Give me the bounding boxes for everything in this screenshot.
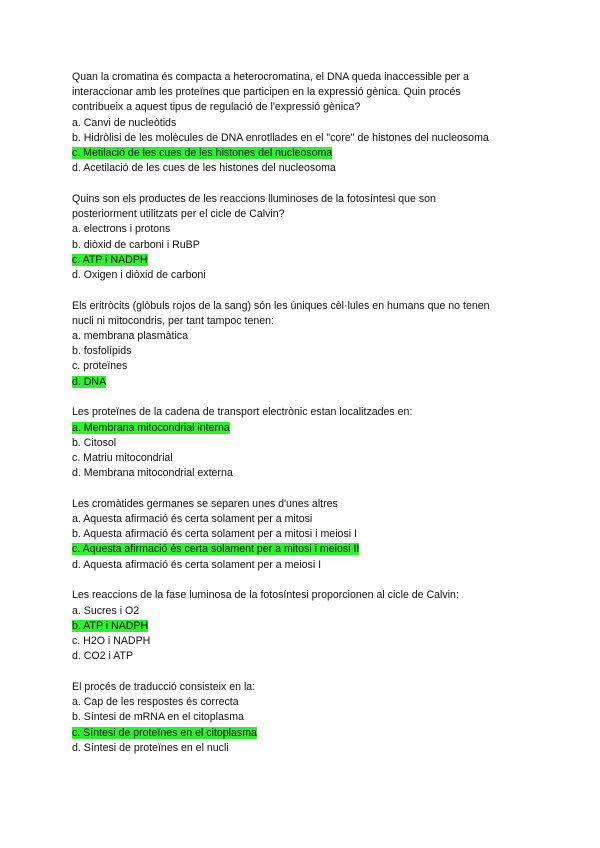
- answer-option: [72, 359, 542, 374]
- answer-option: [72, 451, 542, 466]
- answer-option-text: b. fosfolípids: [72, 345, 132, 358]
- answer-option-text: b. Hidròlisi de les molècules de DNA enrotllades en el "core" de histones del nucleosoma: [72, 131, 489, 144]
- highlighted-answer-text: a. Membrana mitocondrial interna: [72, 421, 230, 434]
- question-stem-line: Les cromàtides germanes se separen unes d'unes altres: [72, 497, 338, 510]
- answer-option: [72, 436, 542, 451]
- answer-option: [72, 344, 542, 359]
- highlighted-answer-text: c. Metilació de les cues de les histones del nucleosoma: [72, 147, 333, 160]
- answer-option-correct: [72, 421, 542, 436]
- answer-option-text: c. H2O i NADPH: [72, 635, 151, 647]
- answer-option-text: a. Sucres i O2: [72, 604, 140, 617]
- answer-option: [72, 238, 542, 253]
- answer-option: [72, 604, 542, 619]
- answer-option-text: d. CO2 i ATP: [72, 650, 134, 663]
- answer-option: [72, 634, 542, 649]
- answer-option: [72, 268, 542, 283]
- answer-option-correct: [72, 253, 542, 268]
- question-block: [72, 70, 542, 176]
- question-stem-line: Els eritròcits (glòbuls rojos de la sang) són les úniques cèl·lules en humans que no tenen: [72, 299, 490, 312]
- question-stem-line: Quins son els productes de les reaccions lluminoses de la fotosíntesi que son: [72, 192, 436, 205]
- answer-option-text: c. proteïnes: [72, 360, 128, 373]
- highlighted-answer-text: c. Aquesta afirmació és certa solament per a mitosi i meiosi II: [72, 543, 360, 556]
- question-stem-line: interaccionar amb les proteïnes que participen en la expressió gènica. Quin procés: [72, 86, 461, 99]
- answer-option-text: b. Citosol: [72, 436, 117, 449]
- answer-option-correct: [72, 726, 542, 741]
- question-stem-line: Les proteïnes de la cadena de transport electrònic estan localitzades en:: [72, 406, 413, 419]
- highlighted-answer-text: c. ATP i NADPH: [72, 253, 148, 266]
- answer-option-text: a. Aquesta afirmació és certa solament per a mitosi: [72, 513, 313, 526]
- highlighted-answer-text: d. DNA: [72, 375, 107, 388]
- answer-option-text: b. Aquesta afirmació és certa solament per a mitosi i meiosi I: [72, 528, 357, 541]
- question-stem-line: contribueix a aquest tipus de regulació de l'expressió gènica?: [72, 101, 361, 114]
- highlighted-answer-text: c. Síntesi de proteïnes en el citoplasma: [72, 726, 257, 739]
- question-stem-line: Les reaccions de la fase luminosa de la fotosíntesi proporcionen al cicle de Calvin:: [72, 589, 459, 602]
- highlighted-answer-text: b. ATP i NADPH: [72, 619, 149, 632]
- question-list: [72, 70, 542, 771]
- answer-option-text: b. Síntesi de mRNA en el citoplasma: [72, 711, 244, 724]
- answer-option-correct: [72, 619, 542, 634]
- answer-option: [72, 512, 542, 527]
- question-block: [72, 588, 542, 664]
- question-stem-line: nucli ni mitocondris, per tant tampoc tenen:: [72, 314, 274, 327]
- answer-option-text: c. Matriu mitocondrial: [72, 451, 173, 464]
- answer-option: [72, 558, 542, 573]
- question-block: [72, 192, 542, 283]
- answer-option: [72, 741, 542, 756]
- answer-option: [72, 695, 542, 710]
- answer-option-text: d. Acetilació de les cues de les histones del nucleosoma: [72, 162, 336, 175]
- answer-option-text: a. electrons i protons: [72, 223, 171, 236]
- question-stem-line: Quan la cromatina és compacta a heterocromatina, el DNA queda inaccessible per a: [72, 71, 469, 83]
- question-block: [72, 497, 542, 573]
- answer-option-text: a. Canvi de nucleòtids: [72, 116, 177, 129]
- answer-option-correct: [72, 146, 542, 161]
- answer-option-text: d. Membrana mitocondrial externa: [72, 467, 233, 480]
- answer-option: [72, 116, 542, 131]
- answer-option-correct: [72, 375, 542, 390]
- answer-option-text: d. Oxigen i diòxid de carboni: [72, 268, 206, 281]
- question-block: [72, 299, 542, 390]
- answer-option-text: a. membrana plasmàtica: [72, 330, 188, 343]
- answer-option-text: a. Cap de les respostes és correcta: [72, 696, 239, 709]
- answer-option: [72, 131, 542, 146]
- answer-option-text: b. diòxid de carboni i RuBP: [72, 238, 200, 251]
- question-block: [72, 680, 542, 756]
- answer-option-correct: [72, 542, 542, 557]
- answer-option: [72, 466, 542, 481]
- question-stem-line: posteriorment utilitzats per el cicle de Calvin?: [72, 208, 285, 221]
- answer-option: [72, 527, 542, 542]
- answer-option-text: d. Aquesta afirmació és certa solament per a meiosi I: [72, 558, 322, 571]
- question-stem-line: El procés de traducció consisteix en la:: [72, 680, 256, 693]
- answer-option: [72, 710, 542, 725]
- answer-option-text: d. Síntesi de proteïnes en el nucli: [72, 741, 229, 754]
- answer-option: [72, 222, 542, 237]
- question-block: [72, 405, 542, 481]
- answer-option: [72, 649, 542, 664]
- answer-option: [72, 329, 542, 344]
- answer-option: [72, 161, 542, 176]
